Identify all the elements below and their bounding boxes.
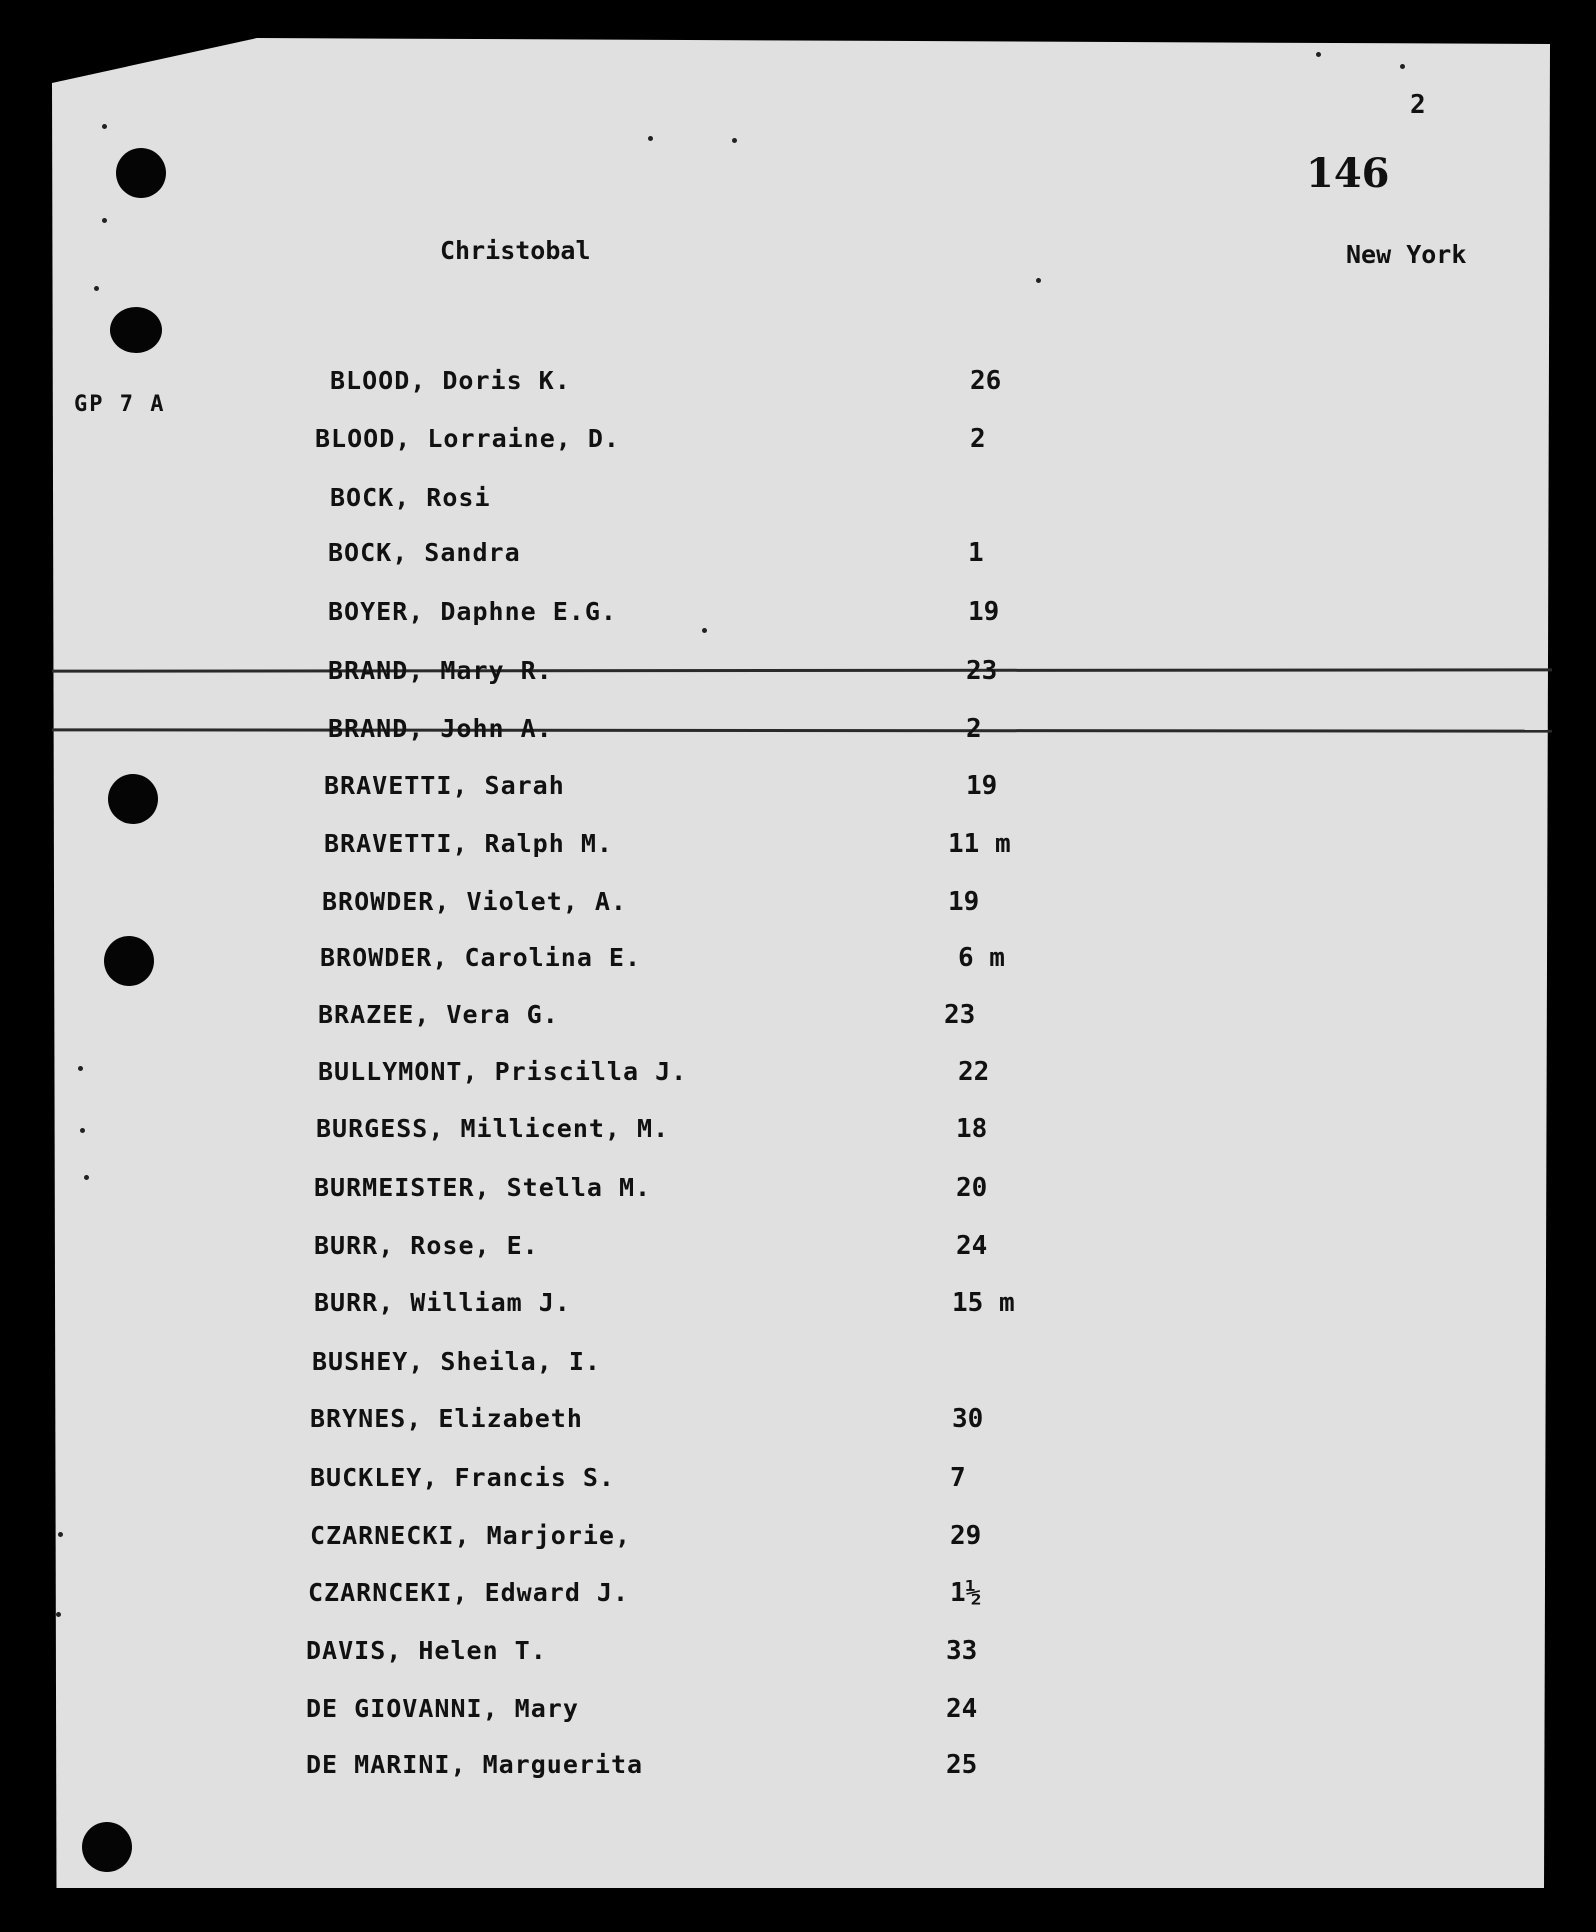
entry-age: 33: [946, 1636, 978, 1666]
speck: [1316, 52, 1321, 57]
speck: [56, 1612, 61, 1617]
entry-name: CZARNCEKI, Edward J.: [308, 1578, 630, 1607]
entry-name: BRAND, John A.: [328, 714, 553, 743]
entry-age: 19: [968, 597, 1000, 627]
entry-name: DE GIOVANNI, Mary: [306, 1694, 579, 1723]
entry-age: 30: [952, 1404, 984, 1434]
speck: [80, 1128, 85, 1133]
entry-age: 1: [968, 538, 984, 568]
entry-name: BLOOD, Doris K.: [330, 366, 571, 395]
entry-name: BRAVETTI, Sarah: [324, 771, 565, 800]
entry-name: BUSHEY, Sheila, I.: [312, 1347, 601, 1376]
entry-age: 23: [966, 656, 998, 686]
entry-age: 24: [946, 1694, 978, 1724]
entry-age: 22: [958, 1057, 990, 1087]
entry-age: 6 m: [958, 943, 1005, 973]
speck: [102, 218, 107, 223]
entry-age: 11 m: [948, 829, 1011, 859]
speck: [58, 1532, 63, 1537]
page-number: 146: [1306, 150, 1390, 197]
entry-name: BURMEISTER, Stella M.: [314, 1173, 652, 1202]
speck: [702, 628, 707, 633]
port-from: Christobal: [440, 236, 591, 265]
entry-name: BOCK, Sandra: [328, 538, 521, 567]
entry-name: BURR, Rose, E.: [314, 1231, 539, 1260]
punch-hole: [108, 774, 158, 824]
entry-name: BURR, William J.: [314, 1288, 571, 1317]
speck: [94, 286, 99, 291]
entry-age: 26: [970, 366, 1002, 396]
entry-age: 18: [956, 1114, 988, 1144]
entry-name: BRAND, Mary R.: [328, 656, 553, 685]
punch-hole: [116, 148, 166, 198]
entry-age: 19: [966, 771, 998, 801]
entry-age: 2: [970, 424, 986, 454]
speck: [732, 138, 737, 143]
entry-age: 20: [956, 1173, 988, 1203]
speck: [1036, 278, 1041, 283]
entry-age: 2: [966, 714, 982, 744]
speck: [648, 136, 653, 141]
entry-name: BUCKLEY, Francis S.: [310, 1463, 615, 1492]
entry-name: BURGESS, Millicent, M.: [316, 1114, 670, 1143]
entry-name: BRAZEE, Vera G.: [318, 1000, 559, 1029]
entry-name: BULLYMONT, Priscilla J.: [318, 1057, 688, 1086]
entry-name: DE MARINI, Marguerita: [306, 1750, 644, 1779]
speck: [102, 124, 107, 129]
entry-name: BROWDER, Carolina E.: [320, 943, 642, 972]
entry-age: 7: [950, 1463, 966, 1493]
entry-name: DAVIS, Helen T.: [306, 1636, 547, 1665]
entry-name: BOCK, Rosi: [330, 483, 491, 512]
entry-name: BOYER, Daphne E.G.: [328, 597, 617, 626]
entry-age: 29: [950, 1521, 982, 1551]
punch-hole: [82, 1822, 132, 1872]
manifest-page: [52, 38, 1550, 1888]
corner-number: 2: [1410, 90, 1426, 120]
entry-age: 15 m: [952, 1288, 1015, 1318]
entry-name: CZARNECKI, Marjorie,: [310, 1521, 632, 1550]
entry-age: 19: [948, 887, 980, 917]
punch-hole: [110, 307, 162, 353]
entry-name: BRAVETTI, Ralph M.: [324, 829, 613, 858]
speck: [84, 1175, 89, 1180]
margin-note: GP 7 A: [74, 392, 166, 417]
entry-age: 23: [944, 1000, 976, 1030]
entry-name: BROWDER, Violet, A.: [322, 887, 627, 916]
entry-age: 1½: [950, 1578, 982, 1608]
port-to: New York: [1346, 240, 1467, 269]
entry-name: BLOOD, Lorraine, D.: [315, 424, 620, 453]
entry-age: 25: [946, 1750, 978, 1780]
speck: [1400, 64, 1405, 69]
entry-name: BRYNES, Elizabeth: [310, 1404, 583, 1433]
punch-hole: [104, 936, 154, 986]
entry-age: 24: [956, 1231, 988, 1261]
speck: [78, 1066, 83, 1071]
